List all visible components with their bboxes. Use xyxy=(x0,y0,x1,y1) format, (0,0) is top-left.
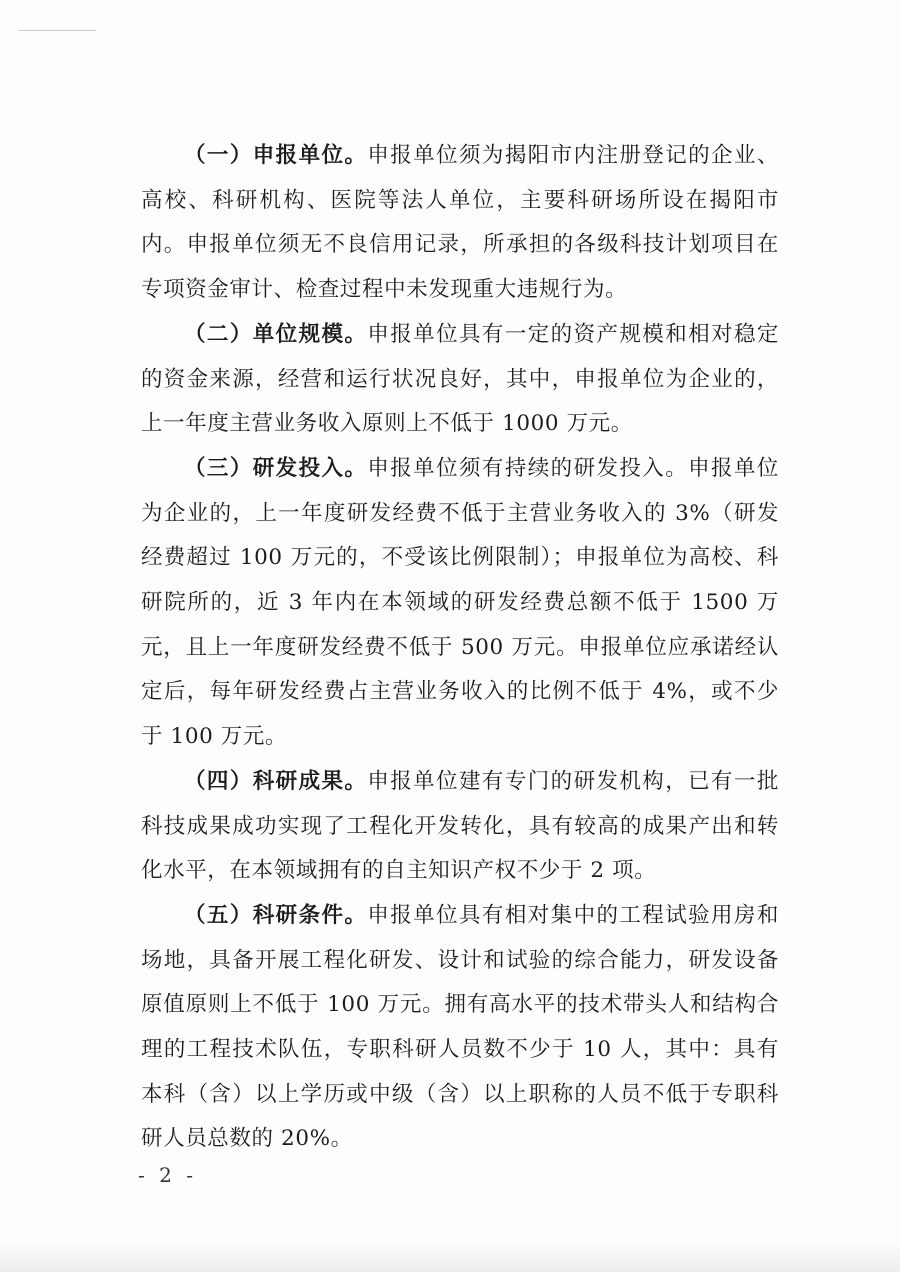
paragraph-research-conditions xyxy=(141,894,779,1162)
paragraph-research-results xyxy=(141,760,779,894)
paragraph-text: 申报单位建有专门的研发机构，已有一批科技成果成功实现了工程化开发转化，具有较高的成果产出和转化水平，在本领域拥有的自主知识产权不少于 2 项。 xyxy=(141,768,779,884)
paragraph-text: 申报单位须为揭阳市内注册登记的企业、高校、科研机构、医院等法人单位，主要科研场所设在揭阳市内。申报单位须无不良信用记录，所承担的各级科技计划项目在专项资金审计、检查过程中未发现重大违规行为。 xyxy=(141,143,779,303)
scan-mark xyxy=(18,30,96,31)
paragraph-heading: （四）科研成果。 xyxy=(184,768,368,794)
scan-bottom-shade xyxy=(0,1242,900,1272)
page-number: - 2 - xyxy=(138,1163,197,1187)
paragraph-text: 申报单位具有一定的资产规模和相对稳定的资金来源，经营和运行状况良好，其中，申报单位为企业的，上一年度主营业务收入原则上不低于 1000 万元。 xyxy=(141,321,779,437)
paragraph-text: 申报单位具有相对集中的工程试验用房和场地，具备开展工程化研发、设计和试验的综合能力，研发设备原值原则上不低于 100 万元。拥有高水平的技术带头人和结构合理的工程技术队伍，专职科研人员数不少于 10 人，其中：具有本科（含）以上学历或中级（含）以上职称的人员不低于专职科研人员总数的 20%。 xyxy=(141,902,779,1152)
paragraph-unit xyxy=(141,134,779,313)
paragraph-heading: （五）科研条件。 xyxy=(184,902,368,928)
paragraph-heading: （三）研发投入。 xyxy=(184,455,368,481)
document-body xyxy=(141,134,779,1162)
paragraph-heading: （一）申报单位。 xyxy=(184,143,368,168)
paragraph-scale xyxy=(141,313,779,447)
paragraph-text: 申报单位须有持续的研发投入。申报单位为企业的，上一年度研发经费不低于主营业务收入的 3%（研发经费超过 100 万元的，不受该比例限制）；申报单位为高校、科研院所的，近 3 年内在本领域的研发经费总额不低于 1500 万元，且上一年度研发经费不低于 500 万元。申报单位应承诺经认定后，每年研发经费占主营业务收入的比例不低于 4%，或不少于 100 万元。 xyxy=(141,455,779,750)
paragraph-heading: （二）单位规模。 xyxy=(184,321,368,347)
paragraph-rd-investment xyxy=(141,447,779,760)
